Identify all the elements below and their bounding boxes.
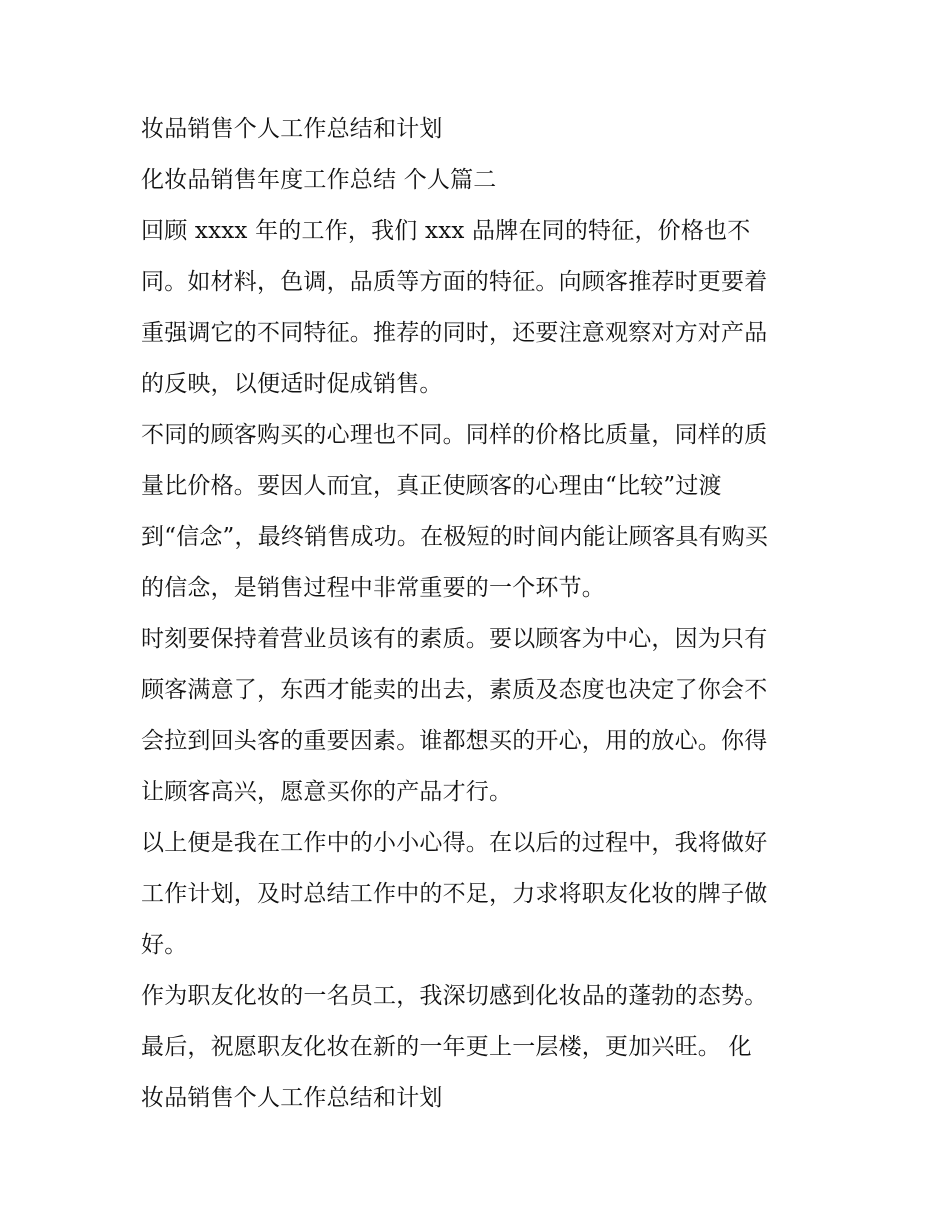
doc-line: 顾客满意了，东西才能卖的出去，素质及态度也决定了你会不: [141, 677, 768, 703]
doc-line: 好。: [141, 932, 188, 958]
doc-line: 妆品销售个人工作总结和计划: [141, 1085, 443, 1111]
doc-line: 量比价格。要因人而宜，真正使顾客的心理由“比较”过渡: [141, 473, 722, 499]
doc-line: 同。如材料，色调，品质等方面的特征。向顾客推荐时更要着: [141, 269, 768, 295]
doc-line: 工作计划，及时总结工作中的不足，力求将职友化妆的牌子做: [141, 881, 768, 907]
doc-line: 作为职友化妆的一名员工，我深切感到化妆品的蓬勃的态势。: [141, 983, 768, 1009]
doc-line: 回顾 xxxx 年的工作，我们 xxx 品牌在同的特征，价格也不: [141, 218, 751, 244]
doc-line: 时刻要保持着营业员该有的素质。要以顾客为中心，因为只有: [141, 626, 768, 652]
doc-line: 最后，祝愿职友化妆在新的一年更上一层楼，更加兴旺。 化: [141, 1034, 752, 1060]
document-body: [141, 104, 821, 1124]
doc-line: 到“信念”，最终销售成功。在极短的时间内能让顾客具有购买: [141, 524, 769, 550]
doc-line: 让顾客高兴，愿意买你的产品才行。: [141, 779, 513, 805]
doc-line: 的反映，以便适时促成销售。: [141, 371, 443, 397]
doc-line: 妆品销售个人工作总结和计划: [141, 116, 443, 142]
doc-line: 会拉到回头客的重要因素。谁都想买的开心，用的放心。你得: [141, 728, 768, 754]
doc-line: 以上便是我在工作中的小小心得。在以后的过程中，我将做好: [141, 830, 768, 856]
doc-line: 重强调它的不同特征。推荐的同时，还要注意观察对方对产品: [141, 320, 768, 346]
doc-line: 不同的顾客购买的心理也不同。同样的价格比质量，同样的质: [141, 422, 768, 448]
doc-line: 的信念，是销售过程中非常重要的一个环节。: [141, 575, 605, 601]
doc-line: 化妆品销售年度工作总结 个人篇二: [141, 167, 497, 193]
